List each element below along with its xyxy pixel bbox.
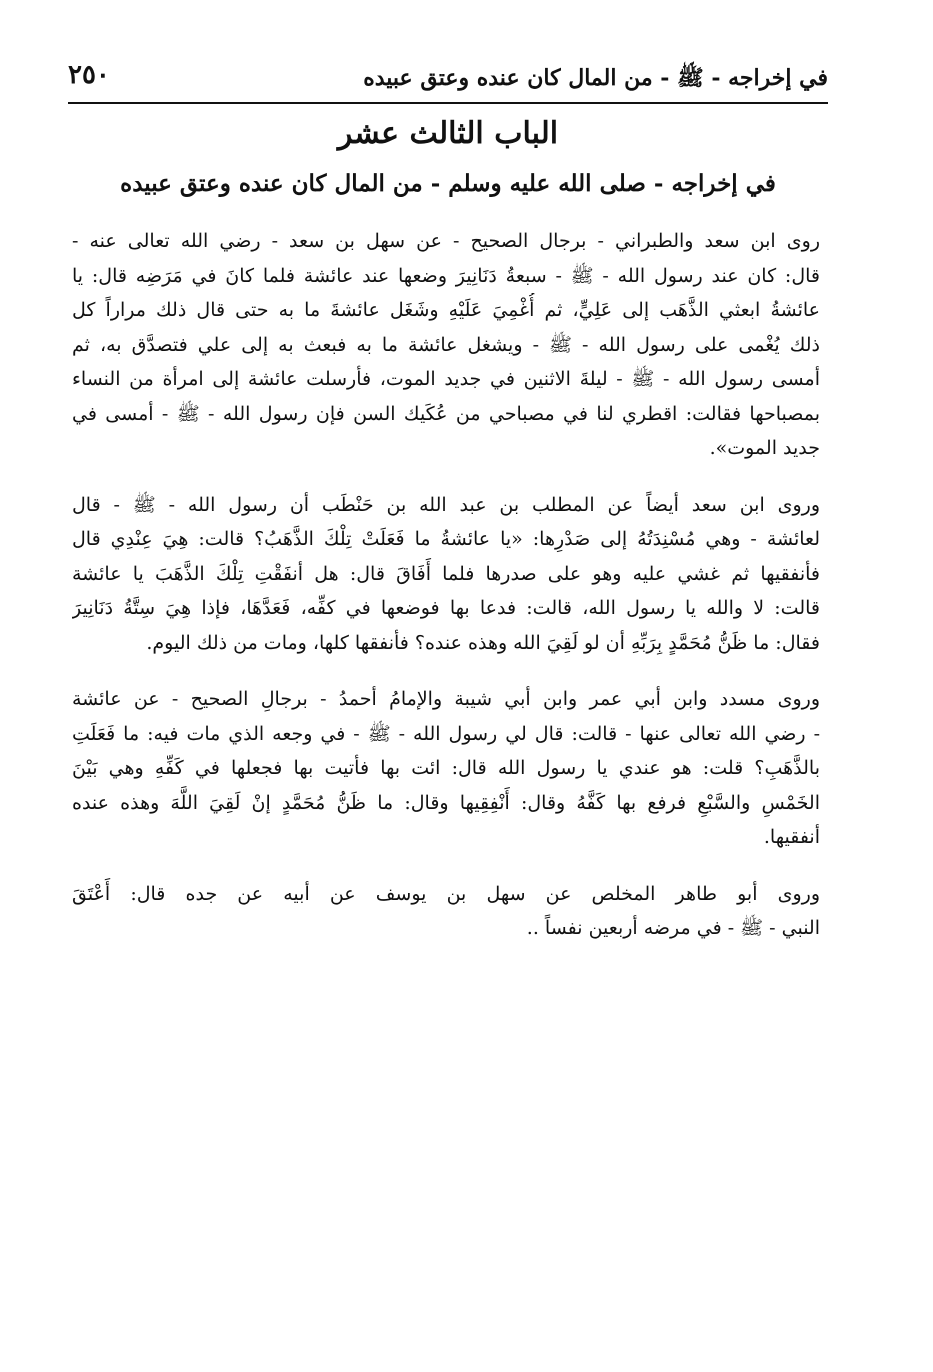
chapter-subtitle: في إخراجه - صلى الله عليه وسلم - من المال كان عنده وعتق عبيده	[120, 170, 776, 197]
paragraph	[72, 488, 820, 661]
text-line: عائشةُ ابعثي الذَّهَب إلى عَلِيٍّ، ثم أُغْمِيَ عَلَيْهِ وشَغَل عائشةَ ما به حتى قال ذلك مراراً كل	[72, 299, 820, 321]
text-line: فأنفقيها ثم غشي عليه وهو على صدرها فلما أَفَاقَ قال: هل أنفَقْتِ تِلْكَ الذَّهَبَ يا عائشة	[72, 562, 820, 585]
text-line: جديد الموت».	[709, 437, 820, 459]
text-line: الخَمْسِ والسَّبْعِ فرفع بها كَفَّهُ وقال: أَنْفِقِيها وقال: ما ظَنُّ مُحَمَّدٍ إنْ لَقِيَ اللَّهَ وهذه عنده	[72, 791, 820, 814]
text-line: أمسى رسول الله - ﷺ - ليلةَ الاثنين في جديد الموت، فأرسلت عائشة إلى امرأة من النساء	[72, 368, 820, 390]
text-line: روى ابن سعد والطبراني - برجال الصحيح - عن سهل بن سعد - رضي الله تعالى عنه -	[72, 230, 820, 252]
text-line: النبي - ﷺ - في مرضه أربعين نفساً ..	[526, 917, 820, 939]
chapter-title: الباب الثالث عشر	[337, 116, 559, 151]
text-line: فقال: ما ظَنُّ مُحَمَّدٍ بِرَبِّهِ أن لو لَقِيَ الله وهذه عنده؟ فأنفقها كلها، ومات من ذلك اليوم.	[146, 631, 820, 654]
text-line: ذلك يُغْمى على رسول الله - ﷺ - ويشغل عائشة ما به فبعث به إلى علي فتصدَّق به، ثم	[72, 333, 820, 356]
text-line: أنفقيها.	[763, 826, 820, 848]
paragraph	[72, 877, 820, 946]
page-number: ٢٥٠	[68, 60, 110, 90]
text-line: لعائشة - وهي مُسْنِدَتُهُ إلى صَدْرِها: «يا عائشةُ ما فَعَلَتْ تِلْكَ الذَّهَبُ؟ قالت: هِيَ عِنْدِي قال	[72, 528, 820, 550]
running-title: في إخراجه - ﷺ - من المال كان عنده وعتق عبيده	[363, 65, 828, 91]
text-line: - رضي الله تعالى عنها - قالت: قال لي رسول الله - ﷺ - في وجعه الذي مات فيه: ما فَعَلَتِ	[72, 722, 820, 745]
paragraph	[72, 682, 820, 855]
text-line: وروى مسدد وابن أبي عمر وابن أبي شيبة والإمامُ أحمدُ - برجالِ الصحيح - عن عائشة	[72, 688, 820, 710]
body-text	[72, 224, 820, 968]
text-line: قالت: لا والله يا رسول الله، قالت: فدعا بها فوضعها في كفِّه، فَعَدَّهَا، فإذا هِيَ سِتَّةُ دَنَانِيرَ	[72, 597, 820, 619]
text-line: وروى أبو طاهر المخلص عن سهل بن يوسف عن أبيه عن جده قال: أَعْتَقَ	[72, 882, 820, 905]
running-header	[68, 58, 828, 104]
text-line: بالذَّهَبِ؟ قلت: هو عندي يا رسول الله قال: ائت بها فأتيت بها فجعلها في كَفِّهِ وهي بَيْنَ	[72, 757, 820, 779]
text-line: قال: كان عند رسول الله - ﷺ - سبعةُ دَنَانِيرَ وضعها عند عائشة فلما كانَ في مَرَضِه قال: يا	[72, 264, 820, 287]
paragraph	[72, 224, 820, 466]
text-line: بمصباحها فقالت: اقطري لنا في مصباحي من عُكَيك السن فإن رسول الله - ﷺ - أمسى في	[72, 402, 820, 425]
text-line: وروى ابن سعد أيضاً عن المطلب بن عبد الله بن حَنْطَب أن رسول الله - ﷺ - قال	[72, 493, 820, 516]
